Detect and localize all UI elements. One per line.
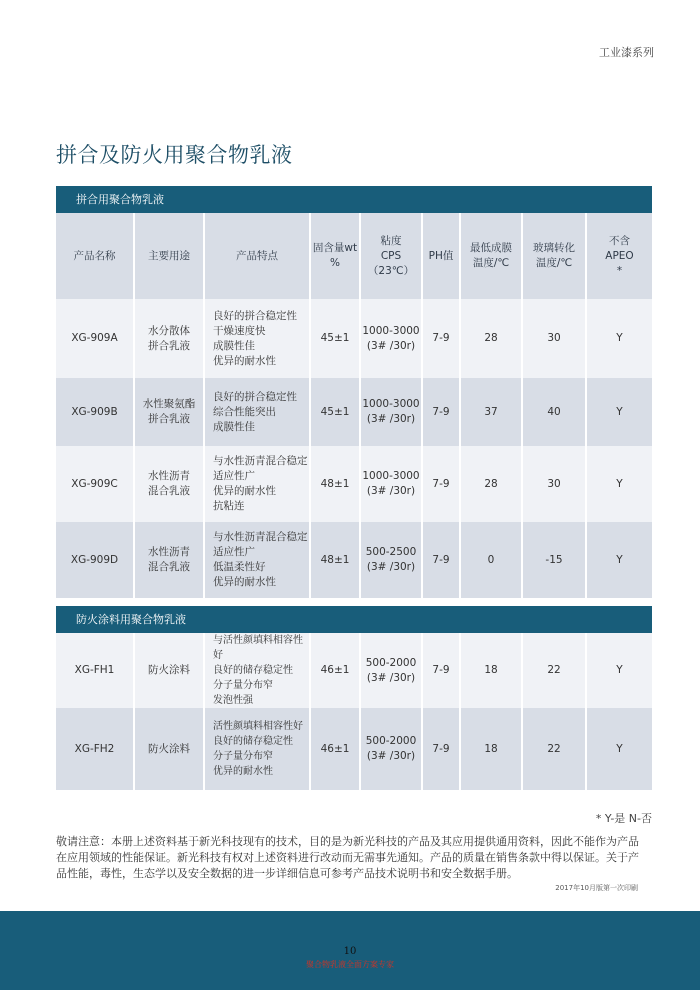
column-header xyxy=(310,213,360,299)
tg-cell: 40 xyxy=(522,378,586,446)
features-cell-line: 与活性颜填料相容性好 xyxy=(213,635,303,661)
column-header xyxy=(522,213,586,299)
table-row xyxy=(56,522,652,598)
column-header xyxy=(134,213,204,299)
solid-content-cell: 48±1 xyxy=(310,522,360,598)
main-use-cell xyxy=(134,446,204,522)
solid-content-cell: 45±1 xyxy=(310,299,360,378)
mfft-cell: 0 xyxy=(460,522,522,598)
column-header-line: 最低成膜 xyxy=(470,242,512,254)
viscosity-cell-line: (3# /30r) xyxy=(366,671,416,684)
column-header-line: （23℃） xyxy=(367,264,415,277)
print-date: 2017年10月版第一次印刷 xyxy=(555,884,638,892)
viscosity-cell-line: (3# /30r) xyxy=(366,339,416,352)
features-cell-line: 分子量分布窄 xyxy=(213,680,273,691)
ph-cell: 7-9 xyxy=(422,299,460,378)
viscosity-cell-line: (3# /30r) xyxy=(366,750,416,762)
ph-cell: 7-9 xyxy=(422,522,460,598)
features-cell-line: 优异的耐水性 xyxy=(213,354,276,367)
apeo-free-cell: Y xyxy=(586,378,652,446)
section-header-lamination: 拼合用聚合物乳液 xyxy=(56,186,652,213)
mfft-cell: 28 xyxy=(460,446,522,522)
features-cell xyxy=(204,708,310,790)
features-cell-line: 发泡性强 xyxy=(213,695,253,706)
column-header-line: 温度/℃ xyxy=(472,257,510,269)
apeo-free-cell: Y xyxy=(586,708,652,790)
series-label: 工业漆系列 xyxy=(599,46,654,59)
column-header xyxy=(422,213,460,299)
table-row xyxy=(56,633,652,708)
features-cell xyxy=(204,446,310,522)
product-name-cell: XG-909A xyxy=(56,299,134,378)
features-cell xyxy=(204,299,310,378)
features-cell-line: 良好的拼合稳定性 xyxy=(213,309,297,322)
viscosity-cell-line: 1000-3000 xyxy=(362,324,420,337)
viscosity-cell xyxy=(360,299,422,378)
features-cell-line: 低温柔性好 xyxy=(213,561,266,573)
column-header-line: * xyxy=(616,264,623,277)
section-header-fireproof: 防火涂料用聚合物乳液 xyxy=(56,606,652,633)
main-use-cell xyxy=(134,633,204,708)
page-number: 10 xyxy=(343,946,357,957)
features-cell-line: 优异的耐水性 xyxy=(213,766,273,777)
tg-cell: -15 xyxy=(522,522,586,598)
column-header-line: APEO xyxy=(605,249,634,262)
column-header-line: PH值 xyxy=(428,249,454,262)
column-header-line: 产品特点 xyxy=(236,249,278,262)
main-use-cell xyxy=(134,522,204,598)
viscosity-cell-line: 500-2500 xyxy=(365,546,417,558)
column-header xyxy=(56,213,134,299)
main-use-cell-line: 混合乳液 xyxy=(148,485,190,497)
main-use-cell-line: 防火涂料 xyxy=(148,664,190,676)
tg-cell: 30 xyxy=(522,446,586,522)
ph-cell: 7-9 xyxy=(422,446,460,522)
column-header-line: CPS xyxy=(380,249,402,262)
ph-cell: 7-9 xyxy=(422,633,460,708)
viscosity-cell xyxy=(360,522,422,598)
disclaimer-text: 敬请注意：本册上述资料基于新光科技现有的技术，目的是为新光科技的产品及其应用提供通用资料，因此不能作为产品在应用领域的性能保证。新光科技有权对上述资料进行改动而无需事先通知。产品的质量在销售条款中得以保证。关于产品性能，毒性，生态学以及安全数据的进一步详细信息可参考产品技术说明书和安全数据手册。 xyxy=(56,835,639,880)
column-header-line: % xyxy=(330,257,340,269)
lamination-table xyxy=(56,213,652,598)
features-cell-line: 良好的储存稳定性 xyxy=(213,665,293,676)
product-name-cell: XG-909C xyxy=(56,446,134,522)
main-use-cell xyxy=(134,299,204,378)
features-cell xyxy=(204,633,310,708)
features-cell-line: 干燥速度快 xyxy=(213,324,266,337)
column-header xyxy=(204,213,310,299)
main-use-cell-line: 水性聚氨酯 xyxy=(142,398,196,410)
mfft-cell: 37 xyxy=(460,378,522,446)
main-use-cell-line: 拼合乳液 xyxy=(148,339,190,352)
column-header-line: 温度/℃ xyxy=(535,257,573,269)
apeo-free-cell: Y xyxy=(586,633,652,708)
column-header-line: 粘度 xyxy=(380,234,402,247)
features-cell-line: 活性颜填料相容性好 xyxy=(213,721,303,732)
ph-cell: 7-9 xyxy=(422,708,460,790)
column-header-line: 不含 xyxy=(609,234,630,247)
apeo-legend-note: * Y-是 N-否 xyxy=(595,812,652,825)
solid-content-cell: 48±1 xyxy=(310,446,360,522)
tg-cell: 22 xyxy=(522,708,586,790)
features-cell-line: 优异的耐水性 xyxy=(213,485,276,497)
tg-cell: 22 xyxy=(522,633,586,708)
main-use-cell-line: 拼合乳液 xyxy=(148,413,190,425)
viscosity-cell-line: (3# /30r) xyxy=(366,485,416,497)
viscosity-cell-line: 1000-3000 xyxy=(362,398,420,410)
features-cell-line: 与水性沥青混合稳定 xyxy=(213,531,308,543)
mfft-cell: 18 xyxy=(460,633,522,708)
solid-content-cell: 46±1 xyxy=(310,708,360,790)
apeo-free-cell: Y xyxy=(586,522,652,598)
features-cell-line: 抗粘连 xyxy=(213,500,245,512)
apeo-free-cell: Y xyxy=(586,446,652,522)
features-cell-line: 与水性沥青混合稳定 xyxy=(213,455,308,467)
viscosity-cell xyxy=(360,446,422,522)
column-header xyxy=(460,213,522,299)
tg-cell: 30 xyxy=(522,299,586,378)
product-name-cell: XG-909D xyxy=(56,522,134,598)
solid-content-cell: 46±1 xyxy=(310,633,360,708)
viscosity-cell-line: (3# /30r) xyxy=(366,561,416,573)
features-cell-line: 适应性广 xyxy=(213,546,255,558)
product-name-cell: XG-909B xyxy=(56,378,134,446)
main-use-cell-line: 防火涂料 xyxy=(148,742,190,755)
main-use-cell-line: 混合乳液 xyxy=(148,561,190,573)
viscosity-cell-line: (3# /30r) xyxy=(366,413,416,425)
viscosity-cell xyxy=(360,378,422,446)
column-header-line: 玻璃转化 xyxy=(533,242,575,254)
viscosity-cell-line: 500-2000 xyxy=(365,656,417,669)
features-cell-line: 适应性广 xyxy=(213,470,255,482)
table-header-row xyxy=(56,213,652,299)
column-header-line: 固含量wt xyxy=(312,242,358,254)
features-cell-line: 综合性能突出 xyxy=(213,405,276,418)
features-cell-line: 优异的耐水性 xyxy=(213,576,276,588)
footer-link[interactable]: 聚合物乳液全面方案专家 xyxy=(306,960,394,969)
product-name-cell: XG-FH1 xyxy=(56,633,134,708)
mfft-cell: 28 xyxy=(460,299,522,378)
main-use-cell-line: 水性沥青 xyxy=(148,470,190,482)
features-cell-line: 成膜性佳 xyxy=(213,339,255,352)
main-use-cell xyxy=(134,378,204,446)
main-use-cell-line: 水性沥青 xyxy=(148,546,190,558)
features-cell-line: 良好的拼合稳定性 xyxy=(213,390,297,403)
column-header xyxy=(360,213,422,299)
page-title: 拼合及防火用聚合物乳液 xyxy=(56,143,293,167)
viscosity-cell xyxy=(360,633,422,708)
main-use-cell-line: 水分散体 xyxy=(148,324,190,337)
features-cell-line: 分子量分布窄 xyxy=(213,751,273,762)
column-header-line: 产品名称 xyxy=(73,249,116,262)
features-cell-line: 良好的储存稳定性 xyxy=(213,736,293,747)
apeo-free-cell: Y xyxy=(586,299,652,378)
viscosity-cell-line: 500-2000 xyxy=(365,735,417,747)
table-row xyxy=(56,708,652,790)
viscosity-cell-line: 1000-3000 xyxy=(362,470,420,482)
table-row xyxy=(56,378,652,446)
features-cell-line: 成膜性佳 xyxy=(213,420,255,433)
solid-content-cell: 45±1 xyxy=(310,378,360,446)
product-name-cell: XG-FH2 xyxy=(56,708,134,790)
table-row xyxy=(56,299,652,378)
table-row xyxy=(56,446,652,522)
column-header-line: 主要用途 xyxy=(148,249,190,262)
ph-cell: 7-9 xyxy=(422,378,460,446)
main-use-cell xyxy=(134,708,204,790)
features-cell xyxy=(204,522,310,598)
product-table xyxy=(56,186,652,790)
fireproof-table xyxy=(56,633,652,790)
column-header xyxy=(586,213,652,299)
viscosity-cell xyxy=(360,708,422,790)
mfft-cell: 18 xyxy=(460,708,522,790)
features-cell xyxy=(204,378,310,446)
